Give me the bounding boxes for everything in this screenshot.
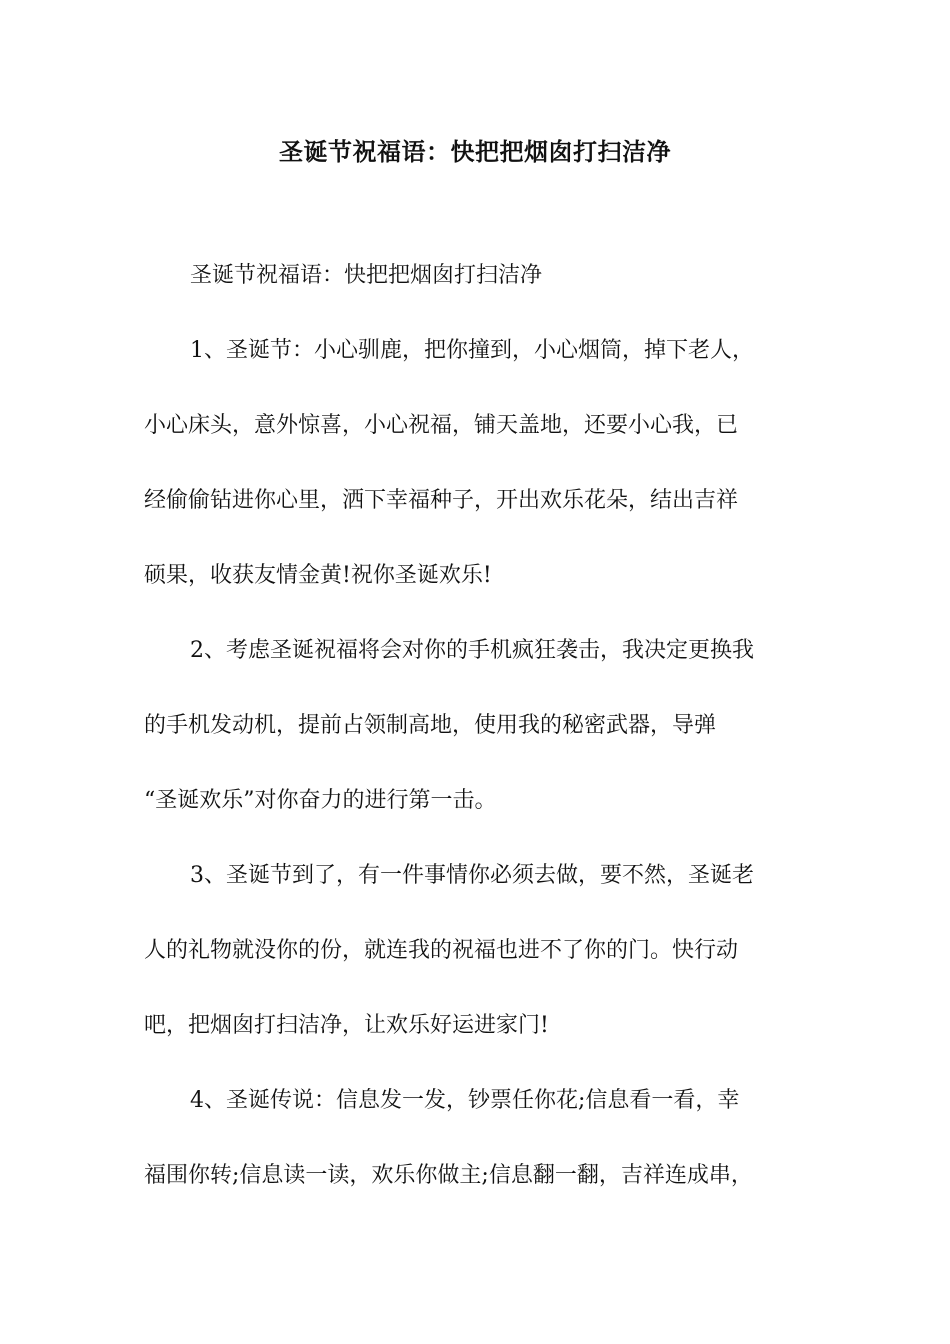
paragraph-1-line-1: 1、圣诞节：小心驯鹿，把你撞到，小心烟筒，掉下老人， <box>190 338 754 363</box>
paragraph-4-line-2: 福围你转;信息读一读，欢乐你做主;信息翻一翻，吉祥连成串， <box>144 1163 753 1188</box>
paragraph-2-line-3: “圣诞欢乐”对你奋力的进行第一击。 <box>144 788 497 813</box>
paragraph-3-line-3: 吧，把烟囱打扫洁净，让欢乐好运进家门! <box>144 1013 549 1038</box>
paragraph-1-line-3: 经偷偷钻进你心里，洒下幸福种子，开出欢乐花朵，结出吉祥 <box>144 488 739 513</box>
paragraph-2-line-2: 的手机发动机，提前占领制高地，使用我的秘密武器，导弹 <box>144 713 717 738</box>
paragraph-3-line-2: 人的礼物就没你的份，就连我的祝福也进不了你的门。快行动 <box>144 938 739 963</box>
document-title: 圣诞节祝福语：快把把烟囱打扫洁净 <box>279 137 671 166</box>
paragraph-4-line-1: 4、圣诞传说：信息发一发，钞票任你花;信息看一看，幸 <box>190 1088 740 1113</box>
subtitle-line: 圣诞节祝福语：快把把烟囱打扫洁净 <box>190 263 543 288</box>
paragraph-1-line-4: 硕果，收获友情金黄!祝你圣诞欢乐! <box>144 563 492 588</box>
paragraph-1-line-2: 小心床头，意外惊喜，小心祝福，铺天盖地，还要小心我，已 <box>144 413 739 438</box>
paragraph-2-line-1: 2、考虑圣诞祝福将会对你的手机疯狂袭击，我决定更换我 <box>190 638 754 663</box>
paragraph-3-line-1: 3、圣诞节到了，有一件事情你必须去做，要不然，圣诞老 <box>190 863 754 888</box>
